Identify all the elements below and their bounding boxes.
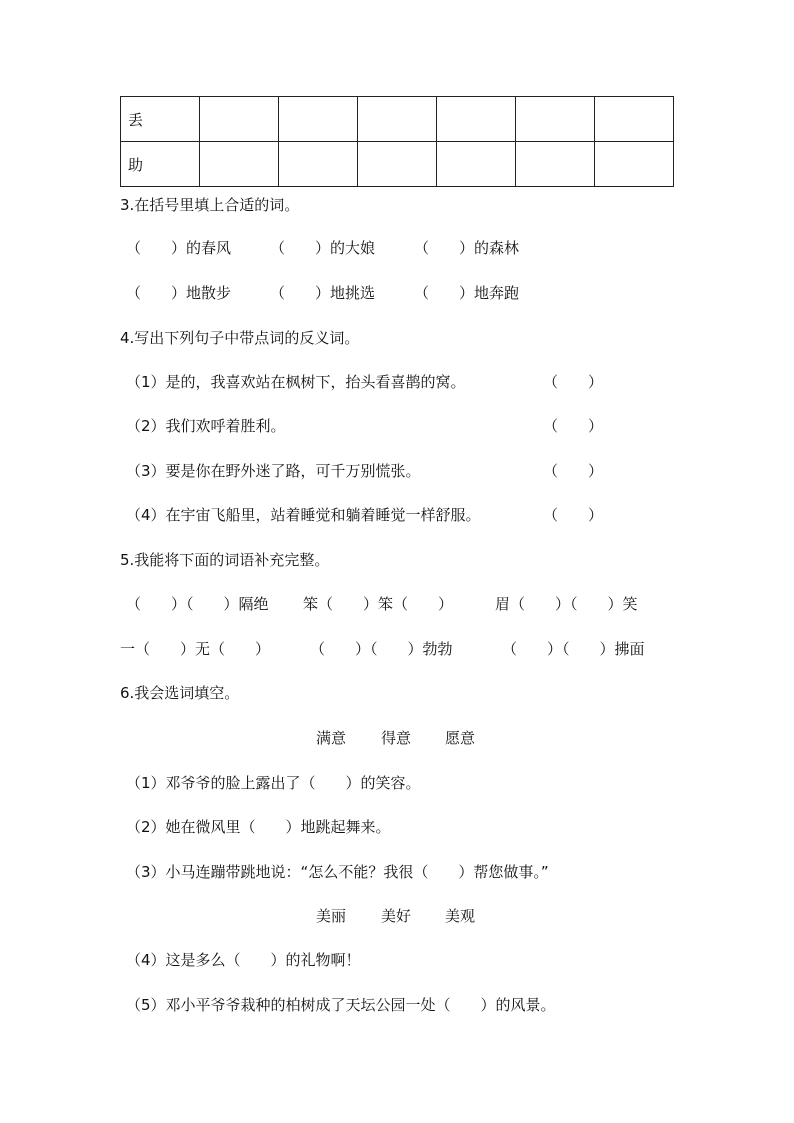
q3-item: （ ）的森林 bbox=[414, 239, 520, 257]
q3-heading: 3.在括号里填上合适的词。 bbox=[120, 196, 300, 214]
word-choice: 愿意 bbox=[445, 729, 476, 747]
table-blank-cell[interactable] bbox=[516, 142, 595, 187]
table-blank-cell[interactable] bbox=[279, 142, 358, 187]
q5-item: （ ）（ ）勃勃 bbox=[310, 640, 453, 658]
table-blank-cell[interactable] bbox=[358, 97, 437, 142]
q6-item: （1）邓爷爷的脸上露出了（ ）的笑容。 bbox=[126, 774, 421, 792]
character-table bbox=[120, 96, 674, 187]
table-blank-cell[interactable] bbox=[437, 142, 516, 187]
table-row bbox=[121, 97, 674, 142]
q3-item: （ ）的大娘 bbox=[270, 239, 376, 257]
q6-item: （5）邓小平爷爷栽种的柏树成了天坛公园一处（ ）的风景。 bbox=[126, 996, 556, 1014]
q5-item: 一（ ）无（ ） bbox=[120, 640, 271, 658]
q4-answer-blank[interactable]: （ ） bbox=[543, 462, 604, 480]
word-choice: 美观 bbox=[445, 907, 476, 925]
table-blank-cell[interactable] bbox=[595, 142, 674, 187]
q4-answer-blank[interactable]: （ ） bbox=[543, 417, 604, 435]
table-blank-cell[interactable] bbox=[358, 142, 437, 187]
q6-item: （4）这是多么（ ）的礼物啊！ bbox=[126, 951, 361, 969]
q3-item: （ ）的春风 bbox=[126, 239, 232, 257]
table-blank-cell[interactable] bbox=[279, 97, 358, 142]
table-char-cell: 丢 bbox=[121, 97, 200, 142]
q5-item: 笨（ ）笨（ ） bbox=[303, 595, 454, 613]
word-choice: 美丽 bbox=[316, 907, 347, 925]
q3-item: （ ）地奔跑 bbox=[414, 284, 520, 302]
q6-item: （3）小马连蹦带跳地说：“怎么不能？我很（ ）帮您做事。” bbox=[126, 863, 549, 881]
q4-answer-blank[interactable]: （ ） bbox=[543, 373, 604, 391]
q5-item: 眉（ ）（ ）笑 bbox=[495, 595, 638, 613]
word-choice: 得意 bbox=[381, 729, 412, 747]
q6-item: （2）她在微风里（ ）地跳起舞来。 bbox=[126, 818, 391, 836]
table-blank-cell[interactable] bbox=[437, 97, 516, 142]
q4-item-text: （1）是的，我喜欢站在枫树下，抬头看喜鹊的窝。 bbox=[126, 373, 466, 391]
q4-item-text: （2）我们欢呼着胜利。 bbox=[126, 417, 286, 435]
q3-item: （ ）地挑选 bbox=[270, 284, 376, 302]
q4-item-text: （3）要是你在野外迷了路，可千万别慌张。 bbox=[126, 462, 421, 480]
q3-item: （ ）地散步 bbox=[126, 284, 232, 302]
table-blank-cell[interactable] bbox=[516, 97, 595, 142]
word-choice: 满意 bbox=[316, 729, 347, 747]
q4-heading: 4.写出下列句子中带点词的反义词。 bbox=[120, 329, 360, 347]
table-blank-cell[interactable] bbox=[200, 97, 279, 142]
word-choice: 美好 bbox=[381, 907, 412, 925]
table-blank-cell[interactable] bbox=[595, 97, 674, 142]
table-row bbox=[121, 142, 674, 187]
q4-answer-blank[interactable]: （ ） bbox=[543, 506, 604, 524]
table-char-cell: 助 bbox=[121, 142, 200, 187]
q5-heading: 5.我能将下面的词语补充完整。 bbox=[120, 551, 330, 569]
q4-item-text: （4）在宇宙飞船里，站着睡觉和躺着睡觉一样舒服。 bbox=[126, 506, 481, 524]
table-blank-cell[interactable] bbox=[200, 142, 279, 187]
q5-item: （ ）（ ）拂面 bbox=[502, 640, 645, 658]
q6-heading: 6.我会选词填空。 bbox=[120, 684, 240, 702]
q5-item: （ ）（ ）隔绝 bbox=[126, 595, 269, 613]
